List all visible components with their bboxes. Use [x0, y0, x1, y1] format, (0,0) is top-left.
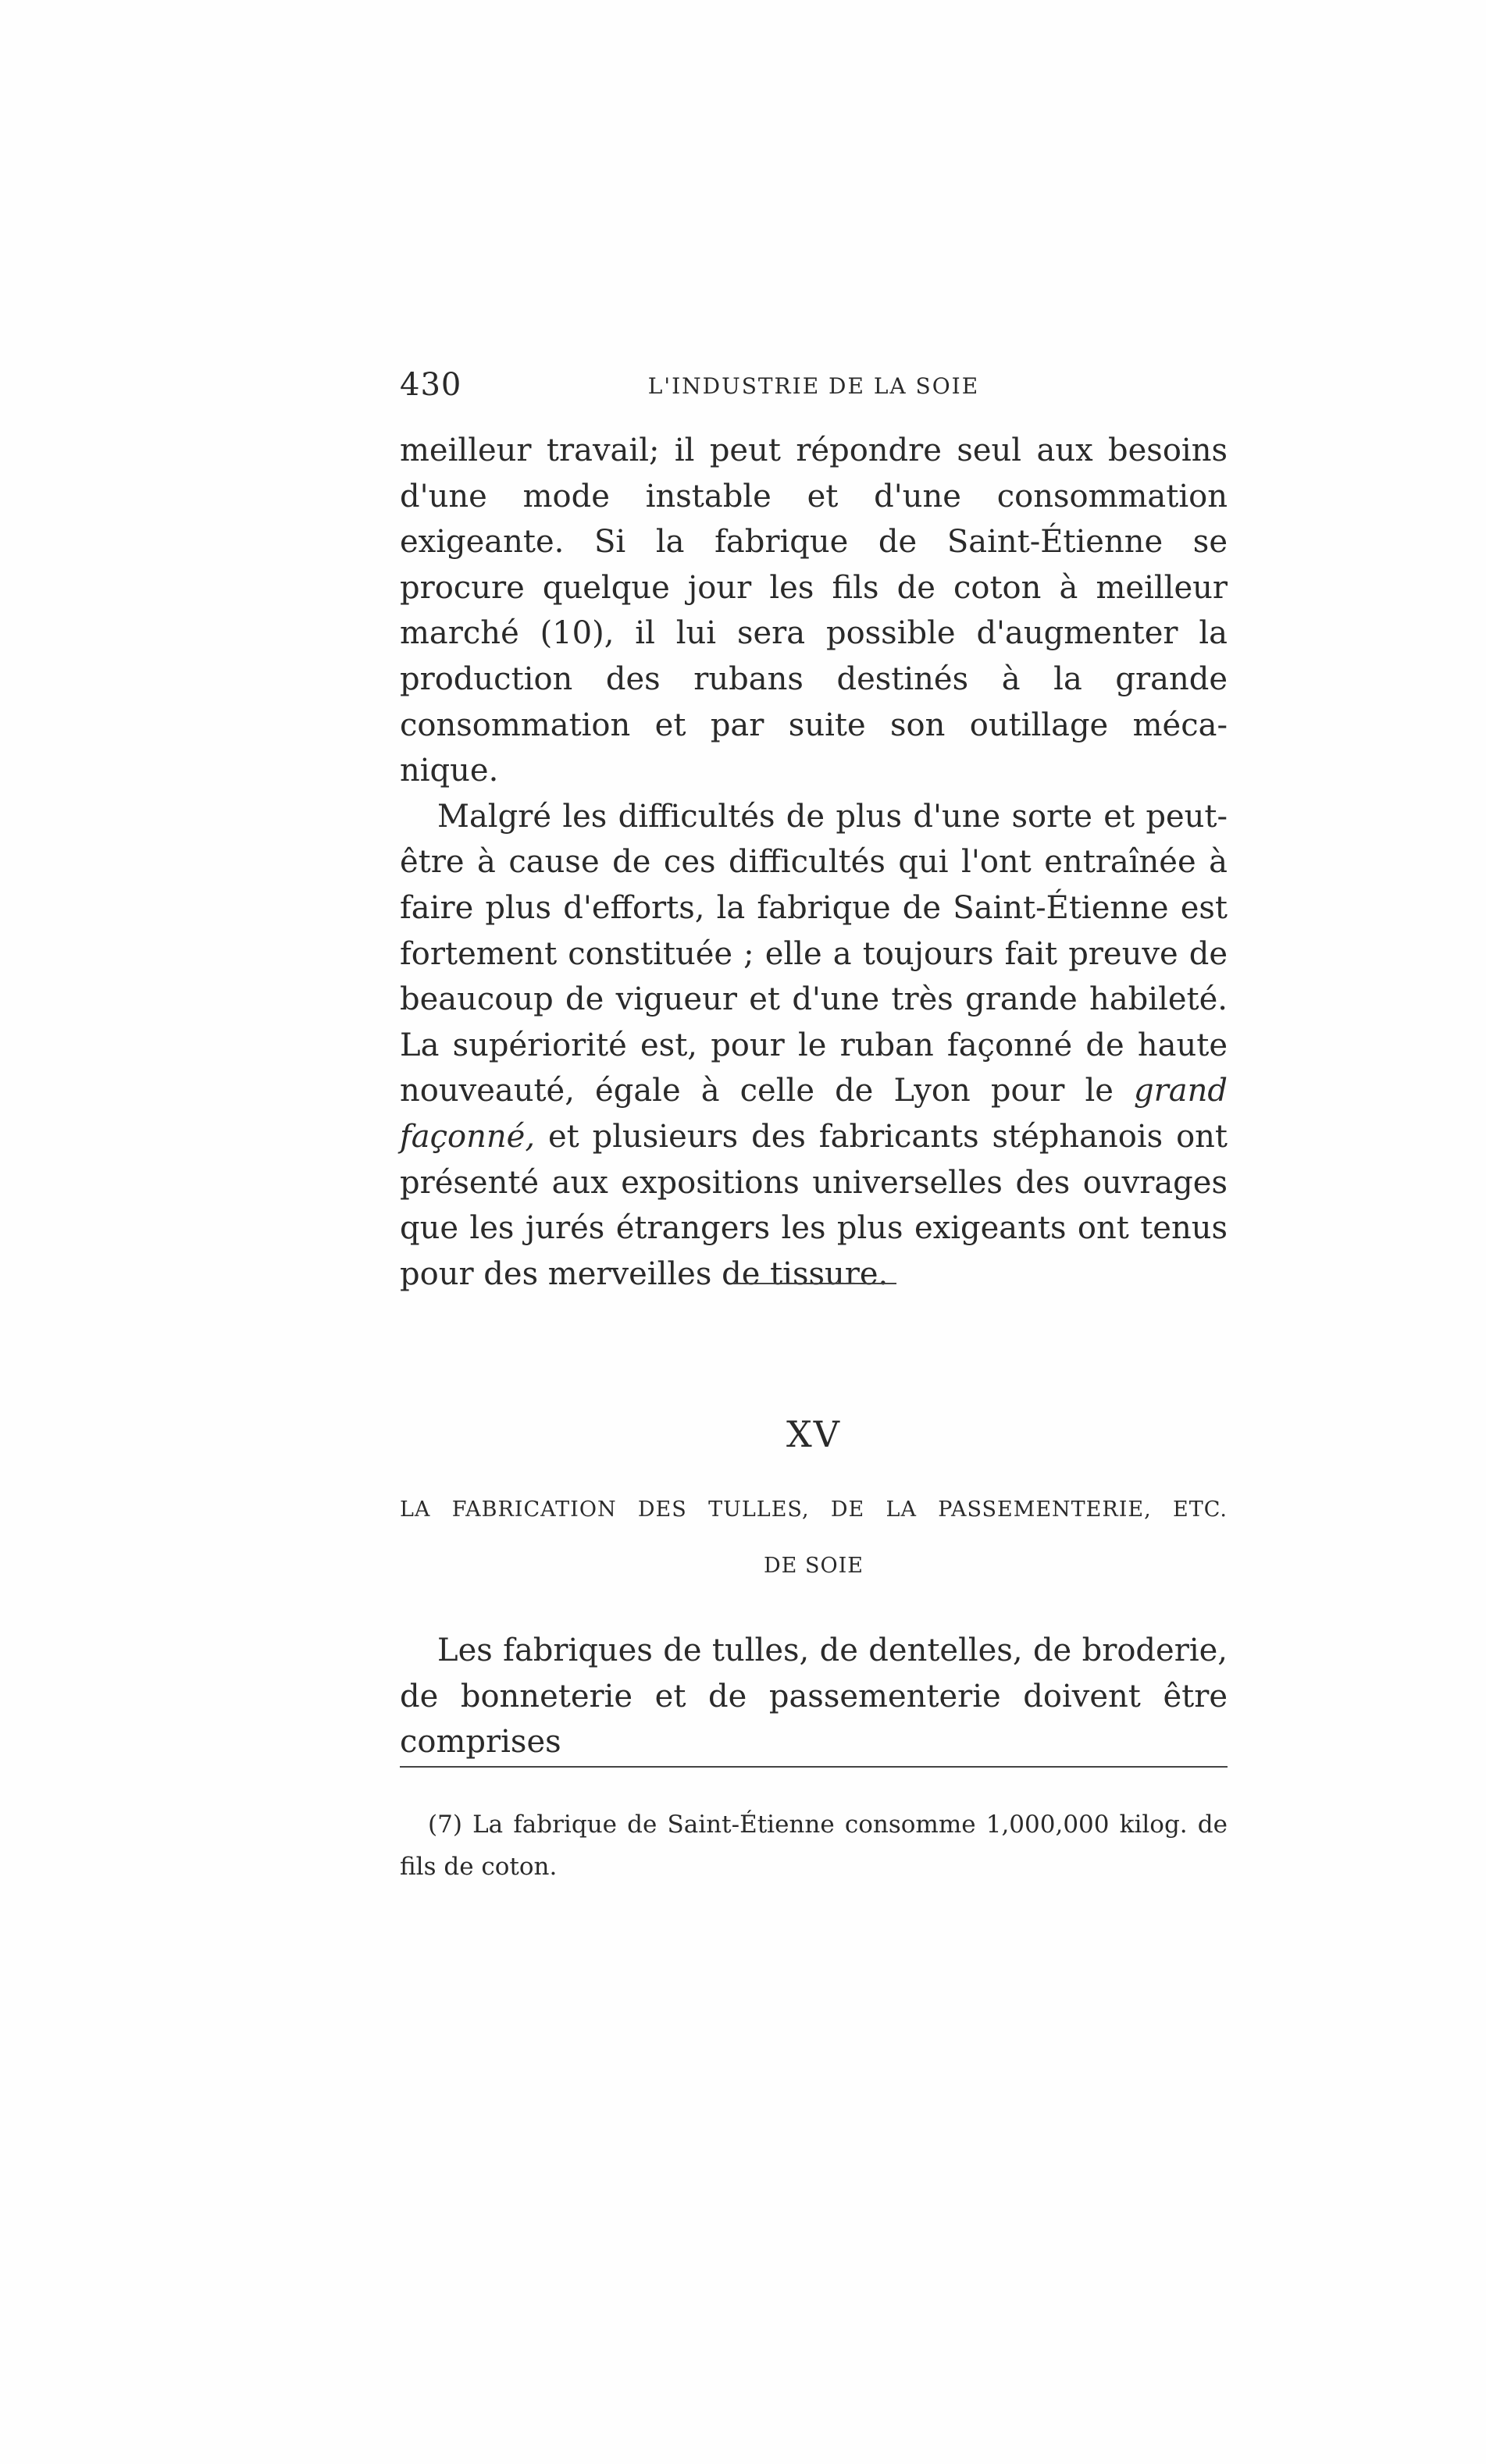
chapter-opening-paragraph: Les fabriques de tulles, de dentelles, de broderie, de bonneterie et de passementerie doivent être comprises: [400, 1633, 1228, 1761]
paragraph-2-end: et plusieurs des fabricants stéphanois ont présenté aux expositions universelles des ouvrages que les jurés étrangers les plus exigeants ont tenus pour des merveilles de tissure.: [400, 1118, 1228, 1292]
chapter-title: LA FABRICATION DES TULLES, DE LA PASSEMENTERIE, ETC.: [400, 1497, 1228, 1522]
chapter-subtitle: DE SOIE: [764, 1554, 864, 1578]
paragraph-1: meilleur travail; il peut répondre seul aux besoins d'une mode instable et d'une consommation exigeante. Si la fabrique de Saint-Étienne se procure quelque jour les fils de coton à meilleur marché (10), il lui sera possible d'augmenter la production des rubans destinés à la grande consommation et par suite son outillage méca-nique.: [400, 433, 1228, 789]
footnote-text: (7) La fabrique de Saint-Étienne consomme 1,000,000 kilog. de fils de coton.: [400, 1811, 1228, 1881]
footnote-divider: [400, 1766, 1228, 1768]
chapter-body: [400, 1628, 1228, 1765]
running-header: [400, 367, 1228, 406]
body-text: [400, 428, 1228, 1297]
footnote: [400, 1803, 1228, 1888]
page-number: 430: [400, 367, 462, 403]
paragraph-2-italic: grand façonné,: [400, 1073, 1228, 1155]
running-title: L'INDUSTRIE DE LA SOIE: [647, 373, 980, 399]
paragraph-2: [400, 794, 1228, 1298]
chapter-number: XV: [786, 1413, 841, 1455]
section-divider: [732, 1283, 896, 1284]
paragraph-2-start: Malgré les difficultés de plus d'une sorte et peut-être à cause de ces difficultés qui l'ont entraînée à faire plus d'efforts, la fabrique de Saint-Étienne est fortement constituée ; elle a toujours fait preuve de beaucoup de vigueur et d'une très grande habileté. La supériorité est, pour le ruban façonné de haute nouveauté, égale à celle de Lyon pour le: [400, 798, 1228, 1109]
